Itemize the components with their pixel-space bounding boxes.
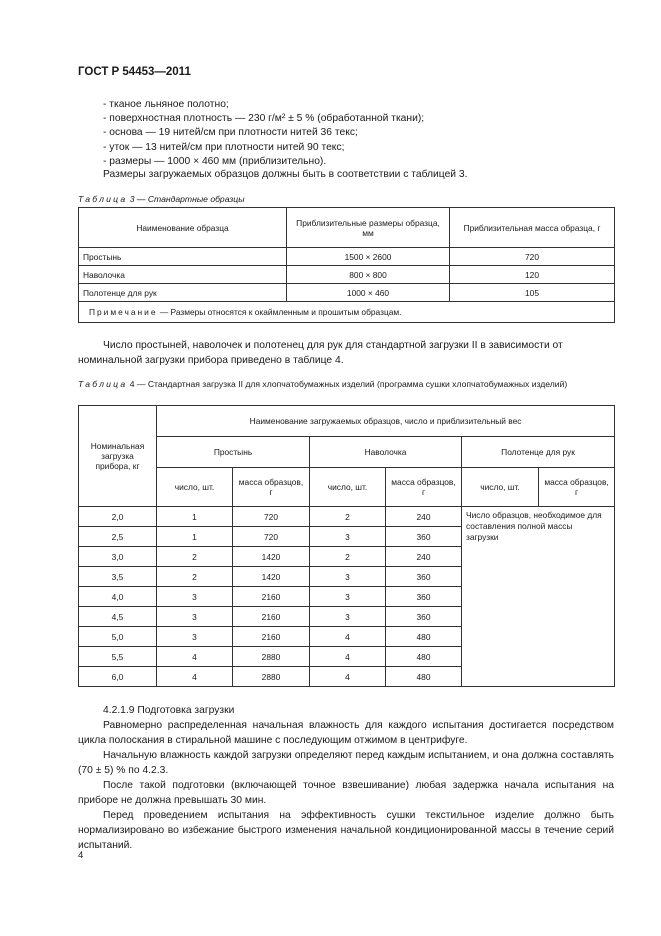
table-cell: 360 <box>386 607 462 627</box>
table3 <box>78 207 615 323</box>
table-header-row <box>79 468 615 507</box>
table-cell: 1420 <box>233 547 310 567</box>
table-cell: 4 <box>310 667 386 687</box>
table-cell: 2,5 <box>79 527 157 547</box>
paragraph: Перед проведением испытания на эффективность сушки текстильное изделие должно быть нормализировано во избежание быстрого изменения начальной кондиционированной массы в течение серий испытаний. <box>78 810 614 851</box>
table-cell: 3 <box>157 607 233 627</box>
table-cell: 4 <box>157 667 233 687</box>
table-cell: 105 <box>450 284 615 302</box>
section-heading: 4.2.1.9 Подготовка загрузки <box>103 705 235 716</box>
column-header: Приблизительные размеры образца, мм <box>287 208 450 248</box>
column-header: Наименование образца <box>79 208 287 248</box>
table-cell: 2 <box>310 507 386 527</box>
table-cell: 3 <box>157 627 233 647</box>
list-item: - уток — 13 нитей/см при плотности нитей 90 текс; <box>103 141 345 153</box>
table-cell: 4,5 <box>79 607 157 627</box>
table-cell: 2 <box>310 547 386 567</box>
column-header: масса образцов, г <box>233 468 310 507</box>
table-cell: 6,0 <box>79 667 157 687</box>
table-cell: 2,0 <box>79 507 157 527</box>
table-cell: 2 <box>157 567 233 587</box>
table-cell: 2160 <box>233 607 310 627</box>
column-header: Номинальная загрузка прибора, кг <box>79 406 157 507</box>
table-row <box>79 284 615 302</box>
material-spec-list <box>103 98 424 169</box>
table-note <box>79 302 615 323</box>
paragraph: После такой подготовки (включающей точное взвешивание) любая задержка начала испытания на приборе не должна превышать 30 мин. <box>78 780 614 806</box>
table-cell: 2160 <box>233 587 310 607</box>
table-cell: 720 <box>450 248 615 266</box>
table-cell: 1 <box>157 527 233 547</box>
table4 <box>78 405 615 687</box>
table-cell: 4 <box>310 627 386 647</box>
column-header: Полотенце для рук <box>462 437 615 468</box>
table-cell: Простынь <box>79 248 287 266</box>
table-cell: 720 <box>233 527 310 547</box>
table-note-row <box>79 302 615 323</box>
table-cell: 480 <box>386 627 462 647</box>
table-cell: 360 <box>386 567 462 587</box>
table-cell: 4,0 <box>79 587 157 607</box>
table-cell: 1420 <box>233 567 310 587</box>
table-header-row <box>79 406 615 437</box>
paragraph: Размеры загружаемых образцов должны быть в соответствии с таблицей 3. <box>103 169 468 180</box>
group-header: Наименование загружаемых образцов, число и приблизительный вес <box>157 406 615 437</box>
table-cell: 2160 <box>233 627 310 647</box>
table-cell: 120 <box>450 266 615 284</box>
document-header: ГОСТ Р 54453—2011 <box>78 66 191 78</box>
table-row <box>79 266 615 284</box>
list-item: - тканое льняное полотно; <box>103 99 229 110</box>
column-header: число, шт. <box>310 468 386 507</box>
paragraph: Начальную влажность каждой загрузки определяют перед каждым испытанием, и она должна составлять (70 ± 5) % по 4.2.3. <box>78 750 614 776</box>
table-cell: 3 <box>157 587 233 607</box>
list-item: - основа — 19 нитей/см при плотности нитей 36 текс; <box>103 127 358 139</box>
table-cell: 2 <box>157 547 233 567</box>
table-cell: 480 <box>386 647 462 667</box>
table-cell: 1500 × 2600 <box>287 248 450 266</box>
table-cell: Наволочка <box>79 266 287 284</box>
table-cell: 4 <box>310 647 386 667</box>
column-header: масса образцов, г <box>539 468 615 507</box>
table-cell: 720 <box>233 507 310 527</box>
caption-word: Таблица <box>78 194 128 204</box>
towel-note <box>462 507 615 687</box>
note-text: — Размеры относятся к окаймленным и прошитым образцам. <box>159 307 402 317</box>
page-number: 4 <box>78 850 84 861</box>
column-header: число, шт. <box>157 468 233 507</box>
table3-caption <box>78 193 618 205</box>
caption-word: Таблица <box>78 379 128 389</box>
list-item: - размеры — 1000 × 460 мм (приблизительно). <box>103 155 327 167</box>
table-cell: 3,5 <box>79 567 157 587</box>
note-word: Примечание <box>89 307 158 317</box>
table-header-row <box>79 208 615 248</box>
column-header: Наволочка <box>310 437 462 468</box>
column-header: число, шт. <box>462 468 539 507</box>
table-cell: 240 <box>386 547 462 567</box>
table-cell: 480 <box>386 667 462 687</box>
caption-text: 4 — Стандартная загрузка II для хлопчатобумажных изделий (программа сушки хлопчатобумажных изделий) <box>129 379 568 389</box>
table-cell: 2880 <box>233 647 310 667</box>
caption-text: 3 — Стандартные образцы <box>129 194 245 204</box>
column-header: Простынь <box>157 437 310 468</box>
table-cell: 800 × 800 <box>287 266 450 284</box>
column-header: масса образцов, г <box>386 468 462 507</box>
towel-note-text: Число образцов, необходимое для составления полной массы загрузки <box>466 510 602 542</box>
table-cell: 1 <box>157 507 233 527</box>
table4-caption <box>78 378 618 390</box>
table-cell: 1000 × 460 <box>287 284 450 302</box>
list-item: - поверхностная плотность — 230 г/м² ± 5 % (обработанной ткани); <box>103 113 425 125</box>
table-cell: 3,0 <box>79 547 157 567</box>
table-cell: 3 <box>310 567 386 587</box>
table-cell: 2880 <box>233 667 310 687</box>
table-cell: Полотенце для рук <box>79 284 287 302</box>
column-header: Приблизительная масса образца, г <box>450 208 615 248</box>
table-cell: 3 <box>310 587 386 607</box>
table-header-row <box>79 437 615 468</box>
table-cell: 3 <box>310 607 386 627</box>
paragraph: Число простыней, наволочек и полотенец для рук для стандартной загрузки II в зависимости от номинальной загрузки прибора приведено в таблице 4. <box>78 340 563 366</box>
table-cell: 4 <box>157 647 233 667</box>
table-cell: 240 <box>386 507 462 527</box>
table-cell: 360 <box>386 527 462 547</box>
table-cell: 360 <box>386 587 462 607</box>
table-cell: 5,0 <box>79 627 157 647</box>
table-row <box>79 507 615 527</box>
table-row <box>79 248 615 266</box>
paragraph: Равномерно распределенная начальная влажность для каждого испытания достигается посредством цикла полоскания в стиральной машине с последующим отжимом в центрифуге. <box>78 720 614 746</box>
table-cell: 5,5 <box>79 647 157 667</box>
table-cell: 3 <box>310 527 386 547</box>
